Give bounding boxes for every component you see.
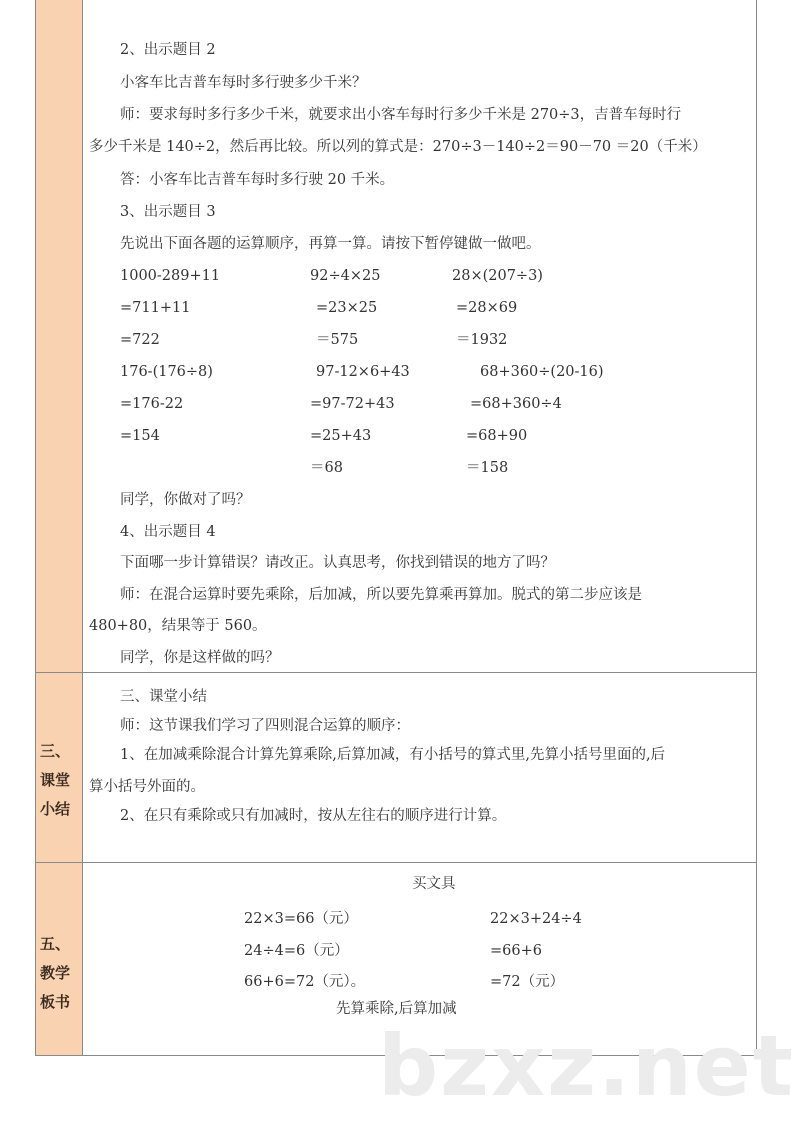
label-line: 课堂 (40, 771, 71, 789)
label-line: 三、 (40, 742, 71, 760)
column-divider (82, 0, 83, 1056)
paragraph: 下面哪一步计算错误？请改正。认真思考，你找到错误的地方了吗？ (120, 555, 555, 571)
paragraph: 480+80，结果等于 560。 (89, 618, 267, 634)
label-line: 板书 (40, 993, 71, 1011)
paragraph: 师：在混合运算时要先乘除，后加减，所以要先算乘再算加。脱式的第二步应该是 (120, 587, 642, 603)
calc-step: =68+90 (466, 428, 528, 444)
calc-step: 92÷4×25 (310, 268, 381, 284)
label-line: 教学 (40, 964, 71, 982)
watermark: bzxz.net (378, 1017, 795, 1115)
paragraph: 多少千米是 140÷2，然后再比较。所以列的算式是：270÷3－140÷2＝90－70 ＝20（千米） (89, 139, 707, 155)
calc-step: =68+360÷4 (470, 396, 562, 412)
row-divider (36, 862, 756, 863)
calc-step: =711+11 (120, 300, 191, 316)
calc-step: ＝575 (316, 332, 359, 348)
side-column (36, 0, 82, 1055)
paragraph: 师：这节课我们学习了四则混合运算的顺序： (120, 718, 410, 734)
paragraph: 2、出示题目 2 (120, 42, 216, 58)
board-footer: 先算乘除,后算加减 (336, 1001, 457, 1017)
calc-step: ＝68 (310, 460, 343, 476)
label-line: 小结 (40, 800, 71, 818)
calc-step: =97-72+43 (310, 396, 395, 412)
paragraph: 小客车比吉普车每时多行驶多少千米？ (120, 75, 367, 91)
paragraph: 1、在加减乘除混合计算先算乘除,后算加减，有小括号的算式里,先算小括号里面的,后 (120, 747, 666, 763)
calc-step: =23×25 (316, 300, 378, 316)
calc-step: 176-(176÷8) (120, 364, 213, 380)
board-step: 66+6=72（元）。 (244, 974, 366, 990)
calc-step: ＝158 (466, 460, 509, 476)
paragraph: 同学，你是这样做的吗？ (120, 650, 280, 666)
section-label (40, 737, 80, 824)
paragraph: 算小括号外面的。 (89, 779, 205, 795)
board-step: 22×3=66（元） (244, 911, 358, 927)
paragraph: 3、出示题目 3 (120, 204, 216, 220)
paragraph: 4、出示题目 4 (120, 524, 216, 540)
calc-step: 28×(207÷3) (452, 268, 543, 284)
calc-step: 68+360÷(20-16) (480, 364, 604, 380)
paragraph: 先说出下面各题的运算顺序，再算一算。请按下暂停键做一做吧。 (120, 236, 541, 252)
section-heading: 三、课堂小结 (120, 689, 207, 705)
calc-step: 97-12×6+43 (316, 364, 410, 380)
calc-step: =176-22 (120, 396, 184, 412)
board-step: =72（元） (490, 974, 565, 990)
label-line: 五、 (40, 935, 71, 953)
paragraph: 2、在只有乘除或只有加减时，按从左往右的顺序进行计算。 (120, 808, 507, 824)
paragraph: 同学，你做对了吗？ (120, 492, 251, 508)
board-title: 买文具 (412, 876, 456, 892)
calc-step: 1000-289+11 (120, 268, 221, 284)
table-right-border (756, 0, 757, 1056)
board-step: 22×3+24÷4 (490, 911, 582, 927)
board-step: =66+6 (490, 943, 542, 959)
section-label (40, 930, 80, 1017)
calc-step: =25+43 (310, 428, 372, 444)
paragraph: 师：要求每时多行多少千米，就要求出小客车每时行多少千米是 270÷3，吉普车每时行 (120, 107, 682, 123)
calc-step: =722 (120, 332, 160, 348)
calc-step: =154 (120, 428, 160, 444)
board-step: 24÷4=6（元） (244, 943, 349, 959)
calc-step: =28×69 (456, 300, 518, 316)
paragraph: 答：小客车比吉普车每时多行驶 20 千米。 (120, 172, 395, 188)
calc-step: ＝1932 (456, 332, 508, 348)
row-divider (36, 672, 756, 673)
table-left-border (35, 0, 36, 1056)
